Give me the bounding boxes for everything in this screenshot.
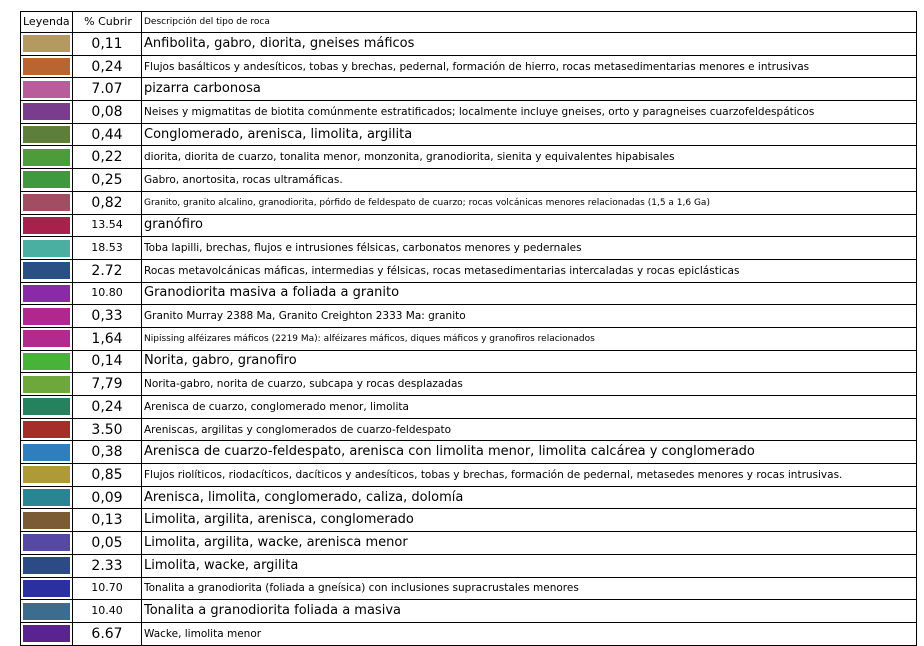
rock-description: Flujos basálticos y andesíticos, tobas y brechas, pedernal, formación de hierro, rocas metasedimentarias menores e intrusivas: [142, 55, 917, 78]
cover-percent: 13.54: [73, 214, 142, 237]
rock-description: Norita, gabro, granofiro: [142, 350, 917, 373]
rock-description: diorita, diorita de cuarzo, tonalita menor, monzonita, granodiorita, sienita y equivalentes hipabisales: [142, 146, 917, 169]
table-row: [21, 418, 917, 441]
table-row: [21, 396, 917, 419]
rock-description: Granodiorita masiva a foliada a granito: [142, 282, 917, 305]
color-swatch: [23, 580, 70, 597]
legend-swatch-cell: [21, 55, 73, 78]
rock-description: Limolita, wacke, argilita: [142, 554, 917, 577]
cover-percent: 0,44: [73, 123, 142, 146]
rock-description: pizarra carbonosa: [142, 78, 917, 101]
color-swatch: [23, 534, 70, 551]
color-swatch: [23, 285, 70, 302]
table-row: [21, 169, 917, 192]
rock-description: Anfibolita, gabro, diorita, gneises máficos: [142, 33, 917, 56]
rock-description: Rocas metavolcánicas máficas, intermedias y félsicas, rocas metasedimentarias intercaladas y rocas epiclásticas: [142, 259, 917, 282]
rock-description: Gabro, anortosita, rocas ultramáficas.: [142, 169, 917, 192]
color-swatch: [23, 512, 70, 529]
color-swatch: [23, 489, 70, 506]
table-row: [21, 554, 917, 577]
table-row: [21, 33, 917, 56]
rock-description: Toba lapilli, brechas, flujos e intrusiones félsicas, carbonatos menores y pedernales: [142, 237, 917, 260]
table-row: [21, 373, 917, 396]
table-row: [21, 600, 917, 623]
header-legend: Leyenda: [21, 12, 73, 33]
color-swatch: [23, 444, 70, 461]
rock-description: Tonalita a granodiorita (foliada a gneísica) con inclusiones supracrustales menores: [142, 577, 917, 600]
cover-percent: 0,08: [73, 101, 142, 124]
cover-percent: 2.33: [73, 554, 142, 577]
cover-percent: 10.70: [73, 577, 142, 600]
table-row: [21, 305, 917, 328]
color-swatch: [23, 35, 70, 52]
legend-swatch-cell: [21, 600, 73, 623]
cover-percent: 0,25: [73, 169, 142, 192]
legend-swatch-cell: [21, 146, 73, 169]
cover-percent: 0,24: [73, 396, 142, 419]
rock-description: Flujos riolíticos, riodacíticos, dacíticos y andesíticos, tobas y brechas, formación de pedernal, metasedes menores y rocas intrusivas.: [142, 464, 917, 487]
legend-swatch-cell: [21, 123, 73, 146]
rock-description: Granito Murray 2388 Ma, Granito Creighton 2333 Ma: granito: [142, 305, 917, 328]
table-row: [21, 78, 917, 101]
table-header-row: [21, 12, 917, 33]
color-swatch: [23, 625, 70, 642]
rock-description: Arenisca, limolita, conglomerado, caliza, dolomía: [142, 486, 917, 509]
color-swatch: [23, 308, 70, 325]
legend-swatch-cell: [21, 622, 73, 645]
cover-percent: 7.07: [73, 78, 142, 101]
color-swatch: [23, 398, 70, 415]
legend-swatch-cell: [21, 327, 73, 350]
table-row: [21, 509, 917, 532]
color-swatch: [23, 217, 70, 234]
legend-swatch-cell: [21, 214, 73, 237]
cover-percent: 10.80: [73, 282, 142, 305]
rock-description: Areniscas, argilitas y conglomerados de cuarzo-feldespato: [142, 418, 917, 441]
rock-description: Limolita, argilita, arenisca, conglomerado: [142, 509, 917, 532]
cover-percent: 3.50: [73, 418, 142, 441]
cover-percent: 0,05: [73, 532, 142, 555]
cover-percent: 0,11: [73, 33, 142, 56]
rock-description: Neises y migmatitas de biotita comúnmente estratificados; localmente incluye gneises, orto y paragneises cuarzofeldespáticos: [142, 101, 917, 124]
legend-swatch-cell: [21, 191, 73, 214]
cover-percent: 0,09: [73, 486, 142, 509]
table-row: [21, 532, 917, 555]
table-row: [21, 350, 917, 373]
table-row: [21, 464, 917, 487]
legend-swatch-cell: [21, 282, 73, 305]
color-swatch: [23, 126, 70, 143]
rock-description: Conglomerado, arenisca, limolita, argilita: [142, 123, 917, 146]
rock-description: Granito, granito alcalino, granodiorita, pórfido de feldespato de cuarzo; rocas volcánicas menores relacionadas (1,5 a 1,6 Ga): [142, 191, 917, 214]
color-swatch: [23, 149, 70, 166]
cover-percent: 18.53: [73, 237, 142, 260]
color-swatch: [23, 353, 70, 370]
cover-percent: 0,22: [73, 146, 142, 169]
table-row: [21, 146, 917, 169]
table-row: [21, 214, 917, 237]
cover-percent: 0,14: [73, 350, 142, 373]
cover-percent: 0,24: [73, 55, 142, 78]
cover-percent: 10.40: [73, 600, 142, 623]
color-swatch: [23, 81, 70, 98]
legend-swatch-cell: [21, 101, 73, 124]
table-row: [21, 123, 917, 146]
color-swatch: [23, 376, 70, 393]
table-row: [21, 486, 917, 509]
legend-swatch-cell: [21, 532, 73, 555]
legend-swatch-cell: [21, 350, 73, 373]
cover-percent: 0,38: [73, 441, 142, 464]
table-row: [21, 441, 917, 464]
table-row: [21, 237, 917, 260]
cover-percent: 0,85: [73, 464, 142, 487]
rock-description: Limolita, argilita, wacke, arenisca menor: [142, 532, 917, 555]
header-cover-percent: % Cubrir: [73, 12, 142, 33]
color-swatch: [23, 171, 70, 188]
color-swatch: [23, 603, 70, 620]
rock-type-legend-table: [20, 11, 917, 646]
rock-description: Arenisca de cuarzo, conglomerado menor, limolita: [142, 396, 917, 419]
legend-swatch-cell: [21, 169, 73, 192]
cover-percent: 7,79: [73, 373, 142, 396]
cover-percent: 0,33: [73, 305, 142, 328]
cover-percent: 0,13: [73, 509, 142, 532]
cover-percent: 2.72: [73, 259, 142, 282]
legend-swatch-cell: [21, 486, 73, 509]
color-swatch: [23, 58, 70, 75]
color-swatch: [23, 557, 70, 574]
rock-description: Wacke, limolita menor: [142, 622, 917, 645]
legend-swatch-cell: [21, 305, 73, 328]
table-row: [21, 327, 917, 350]
color-swatch: [23, 466, 70, 483]
header-description: Descripción del tipo de roca: [142, 12, 917, 33]
table-row: [21, 259, 917, 282]
rock-description: granófiro: [142, 214, 917, 237]
legend-swatch-cell: [21, 33, 73, 56]
table-row: [21, 577, 917, 600]
rock-description: Norita-gabro, norita de cuarzo, subcapa y rocas desplazadas: [142, 373, 917, 396]
legend-swatch-cell: [21, 577, 73, 600]
legend-swatch-cell: [21, 464, 73, 487]
legend-swatch-cell: [21, 418, 73, 441]
cover-percent: 6.67: [73, 622, 142, 645]
legend-swatch-cell: [21, 554, 73, 577]
legend-swatch-cell: [21, 78, 73, 101]
color-swatch: [23, 421, 70, 438]
legend-swatch-cell: [21, 373, 73, 396]
rock-description: Nipissing alféizares máficos (2219 Ma): alféizares máficos, diques máficos y granofiros relacionados: [142, 327, 917, 350]
table-row: [21, 622, 917, 645]
legend-swatch-cell: [21, 259, 73, 282]
color-swatch: [23, 194, 70, 211]
cover-percent: 0,82: [73, 191, 142, 214]
legend-swatch-cell: [21, 509, 73, 532]
color-swatch: [23, 240, 70, 257]
rock-description: Tonalita a granodiorita foliada a masiva: [142, 600, 917, 623]
table-row: [21, 101, 917, 124]
table-row: [21, 55, 917, 78]
rock-description: Arenisca de cuarzo-feldespato, arenisca con limolita menor, limolita calcárea y conglomerado: [142, 441, 917, 464]
color-swatch: [23, 103, 70, 120]
table-row: [21, 282, 917, 305]
legend-swatch-cell: [21, 441, 73, 464]
legend-swatch-cell: [21, 396, 73, 419]
color-swatch: [23, 330, 70, 347]
cover-percent: 1,64: [73, 327, 142, 350]
legend-body: [21, 33, 917, 646]
legend-swatch-cell: [21, 237, 73, 260]
color-swatch: [23, 262, 70, 279]
table-row: [21, 191, 917, 214]
